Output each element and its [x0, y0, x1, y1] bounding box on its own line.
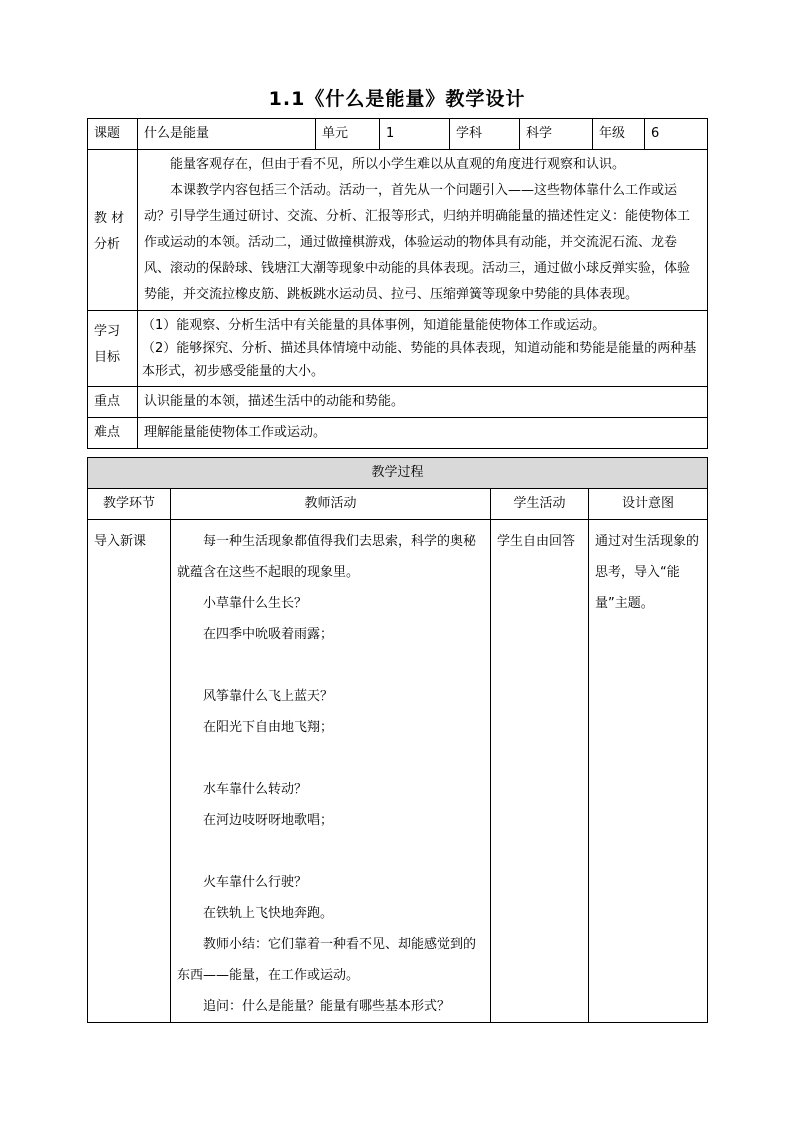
difficulty-row — [88, 418, 708, 449]
analysis-paragraph: 本课教学内容包括三个活动。活动一，首先从一个问题引入——这些物体靠什么工作或运动？引导学生通过研讨、交流、分析、汇报等形式，归纳并明确能量的描述性定义：能使物体工作或运动的本领。活动二，通过做撞棋游戏，体验运动的物体具有动能，并交流泥石流、龙卷风、滚动的保龄球、钱塘江大潮等现象中动能的具体表现。活动三，通过做小球反弹实验，体验势能，并交流拉橡皮筋、跳板跳水运动员、拉弓、压缩弹簧等现象中势能的具体表现。 — [144, 183, 691, 302]
subject-label: 学科 — [450, 119, 520, 150]
teacher-line-gap — [177, 743, 482, 774]
teacher-line: 追问：什么是能量？能量有哪些基本形式？ — [203, 999, 451, 1014]
objective-item: （1）能观察、分析生活中有关能量的具体事例，知道能量能使物体工作或运动。 — [142, 318, 606, 333]
key-point-value: 认识能量的本领，描述生活中的动能和势能。 — [138, 387, 708, 418]
header-student: 学生活动 — [491, 489, 589, 520]
teacher-line: 每一种生活现象都值得我们去思索，科学的奥秘就蕴含在这些不起眼的现象里。 — [177, 534, 477, 580]
design-intent: 通过对生活现象的思考，导入“能量”主题。 — [589, 520, 708, 1023]
header-teacher: 教师活动 — [171, 489, 491, 520]
teacher-line: 火车靠什么行驶？ — [203, 875, 308, 890]
process-band-row — [88, 458, 708, 489]
grade-label: 年级 — [593, 119, 645, 150]
teacher-line: 在阳光下自由地飞翔； — [203, 720, 334, 735]
analysis-content — [138, 150, 708, 311]
unit-label: 单元 — [316, 119, 380, 150]
info-table — [87, 118, 708, 449]
topic-value: 什么是能量 — [138, 119, 316, 150]
process-header-row — [88, 489, 708, 520]
analysis-paragraph: 能量客观存在，但由于看不见，所以小学生难以从直观的角度进行观察和认识。 — [170, 157, 626, 172]
teacher-line: 小草靠什么生长？ — [203, 596, 308, 611]
page-title: 1.1《什么是能量》教学设计 — [268, 88, 526, 110]
difficulty-label: 难点 — [88, 418, 138, 449]
objectives-label: 学习目标 — [88, 311, 138, 387]
teacher-line-gap — [177, 650, 482, 681]
header-stage: 教学环节 — [88, 489, 171, 520]
analysis-row — [88, 150, 708, 311]
topic-label: 课题 — [88, 119, 138, 150]
subject-value: 科学 — [520, 119, 593, 150]
teacher-activity — [171, 520, 491, 1023]
header-intent: 设计意图 — [589, 489, 708, 520]
key-point-row — [88, 387, 708, 418]
key-point-label: 重点 — [88, 387, 138, 418]
student-activity: 学生自由回答 — [491, 520, 589, 1023]
process-table — [87, 457, 708, 1023]
grade-value: 6 — [645, 119, 708, 150]
teacher-line: 水车靠什么转动？ — [203, 782, 308, 797]
objectives-row — [88, 311, 708, 387]
stage-cell: 导入新课 — [88, 520, 171, 1023]
analysis-label: 教 材分析 — [88, 150, 138, 311]
unit-value: 1 — [380, 119, 450, 150]
teacher-line: 在四季中吮吸着雨露； — [203, 627, 334, 642]
teacher-line: 风筝靠什么飞上蓝天？ — [203, 689, 334, 704]
teacher-line: 教师小结：它们靠着一种看不见、却能感觉到的东西——能量，在工作或运动。 — [177, 937, 477, 983]
teacher-line-gap — [177, 836, 482, 867]
process-row — [88, 520, 708, 1023]
difficulty-value: 理解能量能使物体工作或运动。 — [138, 418, 708, 449]
objective-item: （2）能够探究、分析、描述具体情境中动能、势能的具体表现，知道动能和势能是能量的两种基本形式，初步感受能量的大小。 — [142, 341, 697, 379]
info-row — [88, 119, 708, 150]
objectives-content — [138, 311, 708, 387]
teacher-line: 在铁轨上飞快地奔跑。 — [203, 906, 334, 921]
teacher-line: 在河边吱呀呀地歌唱； — [203, 813, 334, 828]
process-band: 教学过程 — [88, 458, 708, 489]
